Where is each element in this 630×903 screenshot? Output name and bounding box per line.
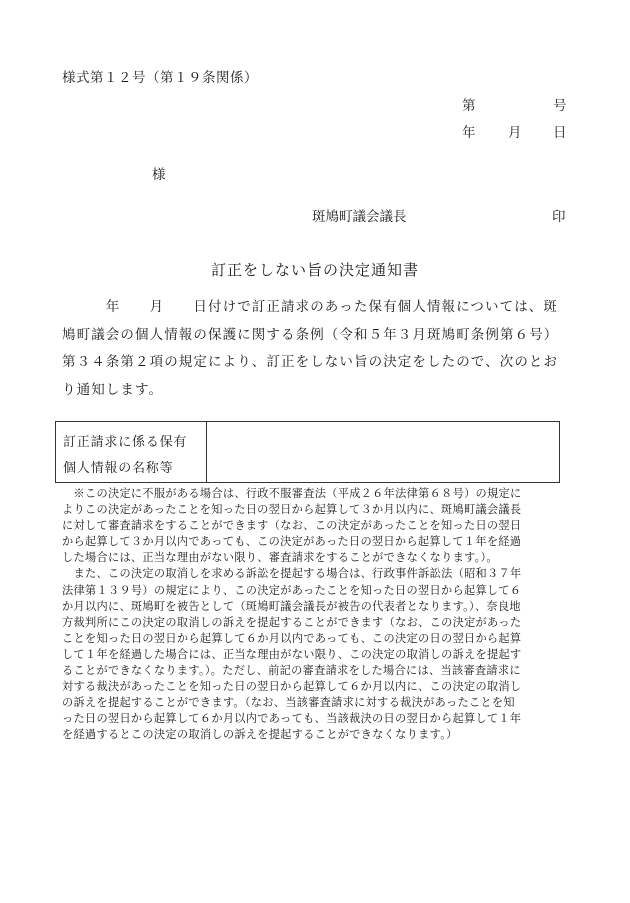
table-label-line: 個人情報の名称等: [63, 461, 174, 476]
note-line: を経過するとこの決定の取消しの訴えを提起することができなくなります。）: [62, 728, 458, 742]
form-number: 様式第１２号（第１９条関係）: [62, 70, 258, 86]
note-line: した場合には、正当な理由がない限り、審査請求をすることができなくなります。）。: [62, 551, 498, 565]
seal-mark: 印: [552, 209, 566, 225]
notes-section: [62, 486, 570, 744]
body-paragraph: [62, 294, 582, 404]
date-month: 月: [508, 125, 522, 141]
note-line: った日の翌日から起算して６か月以内であっても、当該裁決の日の翌日から起算して１年: [62, 712, 522, 726]
body-line: 年 月 日付けで訂正請求のあった保有個人情報については、斑: [62, 299, 558, 315]
document-title: 訂正をしない旨の決定通知書: [210, 261, 419, 279]
note-line: して１年を経過した場合には、正当な理由がない限り、この決定の取消しの訴えを提起す: [62, 647, 522, 661]
body-line: り通知します。: [62, 381, 164, 398]
table-label-line: 訂正請求に係る保有: [63, 435, 188, 450]
addressee-suffix: 様: [152, 167, 166, 183]
note-line: に対して審査請求をすることができます（なお、この決定があったことを知った日の翌日: [62, 519, 522, 533]
note-line: 方裁判所にこの決定の取消しの訴えを提起することができます（なお、この決定があった: [62, 615, 522, 629]
body-line: 鳩町議会の個人情報の保護に関する条例（令和５年３月斑鳩町条例第６号）: [62, 326, 559, 343]
body-line: 第３４条第２項の規定により、訂正をしない旨の決定をしたので、次のとお: [62, 354, 559, 370]
info-table: [55, 421, 560, 483]
date-year: 年: [462, 125, 476, 141]
table-label-cell: [56, 422, 207, 482]
number-go: 号: [553, 98, 567, 114]
note-line: また、この決定の取消しを求める訴訟を提起する場合は、行政事件訴訟法（昭和３７年: [62, 567, 522, 581]
note-line: か月以内に、斑鳩町を被告として（斑鳩町議会議長が被告の代表者となります。）、奈良地: [62, 599, 521, 613]
note-line: 法律第１３９号）の規定により、この決定があったことを知った日の翌日から起算して６: [62, 583, 522, 597]
note-line: ることができなくなります。）。ただし、前記の審査請求をした場合には、当該審査請求に: [62, 664, 521, 678]
note-line: ※この決定に不服がある場合は、行政不服審査法（平成２６年法律第６８号）の規定に: [62, 487, 522, 500]
number-dai: 第: [462, 98, 476, 114]
table-value-cell: [207, 422, 559, 482]
note-line: 対する裁決があったことを知った日の翌日から起算して６か月以内に、この決定の取消し: [62, 680, 522, 694]
date-day: 日: [553, 125, 567, 141]
sender-name: 斑鳩町議会議長: [312, 209, 407, 225]
note-line: ことを知った日の翌日から起算して６か月以内であっても、この決定の日の翌日から起算: [62, 631, 522, 645]
note-line: の訴えを提起することができます。（なお、当該審査請求に対する裁決があったことを知: [62, 696, 515, 710]
note-line: から起算して３か月以内であっても、この決定があった日の翌日から起算して１年を経過: [62, 535, 522, 549]
note-line: よりこの決定があったことを知った日の翌日から起算して３か月以内に、斑鳩町議会議長: [62, 503, 522, 517]
